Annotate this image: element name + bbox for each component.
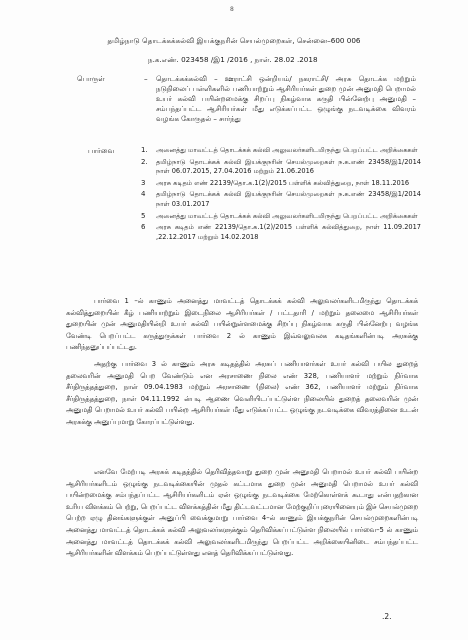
reference-number-line: ந.க.எண். 023458 /இ1 /2016 , நாள். 28.02 .2018: [148, 55, 318, 64]
subject-text: தொடக்கக்கல்வி – ஊராட்சி ஒன்றியம்/ நகராட்சி/ அரசு தொடக்க மற்றும் நடுநிலைப் பள்ளிகளில் பணியாற்றும் ஆசிரியர்கள் துறை முன் அனுமதி பெறாமல் உயர் கல்வி பயின்றமைக்கு சிறப்பு நிகழ்வாக கருதி பின்னேற்பு அனுமதி – சம்பந்தப்பட்ட ஆசிரியர்கள் மீது எடுக்கப்பட்ட ஒழுங்கு நடவடிக்கை விவரம் வழங்க கோருதல் – சார்ந்து: [156, 75, 416, 123]
reference-text: அரசு கடிதம் எண் 22139/தொ.க.1(2)/2015 பள்ளிக் கல்வித்துறை, நாள் 18.11.2016: [156, 178, 410, 187]
references-label: பார்வை: [88, 146, 115, 155]
reference-item: [141, 223, 421, 242]
body-paragraph-2: அதற்கு பார்வை 3 ல் காணும் அரசு கடிதத்தில் அரசுப் பணியாளர்கள் உயர் கல்வி பயில துறைத் தலைவரின் அனுமதி பெற வேண்டும் என அரசாணை நிலை எண் 328, பணியாளர் மற்றும் நிர்வாக சீர்திருத்தத்துறை, நாள் 09.04.1983 மற்றும் அரசாணை (நிலை) எண் 362, பணியாளர் மற்றும் நிர்வாக சீர்திருத்தத்துறை, நாள் 04.11.1992 ன்படி ஆணை வெளியிடப்பட்டுள்ள நிலையில் துறைத் தலைவரின் முன் அனுமதி பெறாமல் உயர் கல்வி பயின்ற ஆசிரியர்கள் மீது எடுக்கப்பட்ட ஒழுங்கு நடவடிக்கை விவரத்தினை உடன் அரசுக்கு அனுப்புமாறு கோரப்பட்டுள்ளது.: [66, 360, 418, 426]
references-list: [141, 146, 421, 244]
subject-dash: –: [144, 74, 148, 83]
subject-label: பொருள்: [77, 74, 105, 83]
reference-number: 1.: [141, 146, 148, 154]
reference-number: 5: [141, 211, 146, 220]
reference-number: 2.: [141, 157, 148, 166]
reference-number: 3: [141, 178, 146, 187]
reference-item: [141, 158, 421, 177]
reference-text: தமிழ்நாடு தொடக்கக் கல்வி இயக்குநரின் செயல்முறைகள் ந.க.எண் 23458/இ1/2014 நாள் 03.01.2017: [156, 190, 421, 208]
reference-item: [141, 212, 421, 222]
page-mark: 8: [230, 6, 234, 13]
page-number: .2.: [382, 612, 392, 621]
reference-text: அனைத்து மாவட்டத் தொடக்கக் கல்வி அலுவலர்களிடமிருந்து பெறப்பட்ட அறிக்கைகள்: [156, 211, 418, 220]
reference-number: 6: [141, 223, 146, 232]
body-paragraph-3: எனவே மேற்படி அரசுக் கடிதத்தில் தெரிவித்தவாறு துறை முன் அனுமதி பெறாமல் உயர் கல்வி பயின்ற ஆசிரியர்களிடம் ஒழுங்கு நடவடிக்கையின் முதல் கட்டமாக துறை முன் அனுமதி பெறாமல் உயர் கல்வி பயின்றமைக்கு சம்பந்தப்பட்ட ஆசிரியர்களிடம் ஏன் ஒழுங்கு நடவடிக்கை மேற்கொள்ளக் கூடாது என்பதற்கான உரிய விளக்கம் பெற்று, பெறப்பட்ட விளக்கத்தின் மீது திட்டவட்டமான மேற்குறிப்புரையினையும் இச் செயல்முறை பெற்ற ஏழு தினங்களுக்குள் அனுப்பி வைக்குமாறு பார்வை 4–ல் காணும் இயக்குநரின் செயல்முறைகளின்படி அனைத்து மாவட்டத் தொடக்கக் கல்வி அலுவலர்களுக்கும் தெரிவிக்கப்பட்டுள்ள நிலையில் பார்வை–5 ல் காணும் அனைத்து மாவட்டத் தொடக்கக் கல்வி அலுவலர்களிடமிருந்து பெறப்பட்ட அறிக்கையினிடை சம்பந்தப்பட்ட ஆசிரியர்களின் விளக்கம் பெறப்பட்டுள்ளது எனத் தெரிவிக்கப்பட்டுள்ளது.: [66, 468, 418, 558]
reference-item: [141, 179, 421, 189]
reference-number: 4: [141, 190, 146, 199]
reference-text: தமிழ்நாடு தொடக்கக் கல்வி இயக்குநரின் செயல்முறைகள் ந.க.எண் 23458/இ1/2014 நாள் 06.07.2015, 27.04.2016 மற்றும் 21.06.2016: [156, 157, 421, 176]
reference-text: அனைத்து மாவட்டத் தொடக்கக் கல்வி அலுவலர்களிடமிருந்து பெறப்பட்ட அறிக்கைகள்: [156, 146, 418, 154]
reference-text: அரசு கடிதம் எண் 22139/தொ.க.1(2)/2015 பள்ளிக் கல்வித்துறை, நாள் 11.09.2017 ,22.12.2017 மற்றும் 14.02.2018: [156, 223, 421, 241]
body-paragraph-1: பார்வை 1 –ல் காணும் அனைத்து மாவட்டத் தொடக்கக் கல்வி அலுவலர்களிடமிருந்து தொடக்கக் கல்வித்துறையின் கீழ் பணியாற்றும் இடைநிலை ஆசிரியர்கள் / பட்டதாரி / மற்றும் தலைமை ஆசிரியர்கள் துறையின் முன் அனுமதியின்றி உயர் கல்வி பயின்றுள்ளமைக்கு சிறப்பு நிகழ்வாக கருதி பின்னேற்பு வழங்க வேண்டி பெறப்பட்ட கருத்துருக்கள் பார்வை 2 ல் காணும் இவ்வலுவலக கடிதங்களின்படி அரசுக்கு பணிந்தனுப்பப்பட்டது.: [66, 297, 418, 352]
reference-item: [141, 146, 421, 156]
reference-item: [141, 190, 421, 209]
document-header: தமிழ்நாடு தொடக்கக்கல்வி இயக்குநரின் செயல்முறைகள், சென்னை–600 006: [107, 36, 361, 45]
